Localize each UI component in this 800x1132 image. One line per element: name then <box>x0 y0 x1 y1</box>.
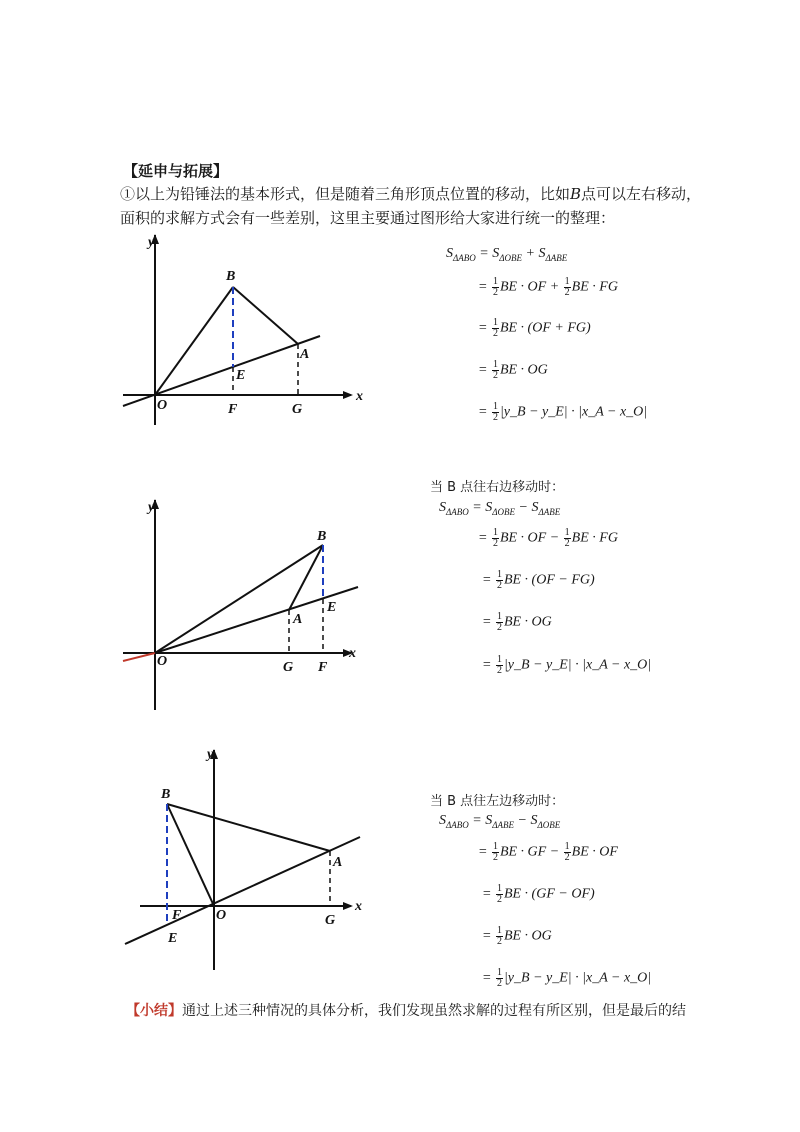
fig1-label-g: G <box>292 402 303 417</box>
fig2-line-oa <box>155 587 358 653</box>
fig1-label-f: F <box>228 402 238 417</box>
case3-line-3: = $\frac{1}{2}$ BE · (GF − OF) <box>482 883 595 905</box>
fig1-label-b: B <box>226 269 236 284</box>
case2-note: 当 B 点往右边移动时： <box>430 480 565 495</box>
case1-line-4: = $\frac{1}{2}$ BE · OG <box>478 359 548 381</box>
fig2-label-y: y <box>148 500 155 515</box>
fig3-label-b: B <box>161 787 171 802</box>
fig2-label-x: x <box>349 646 356 661</box>
case2-line-4: = $\frac{1}{2}$ BE · OG <box>482 611 552 633</box>
section-heading: 【延申与拓展】 <box>123 162 229 180</box>
fig1-label-x: x <box>356 389 363 404</box>
fig1-label-y: y <box>148 235 155 250</box>
case3-line-1: $S_{\Delta ABO} = S_{\Delta ABE} - S_{\Delta OBE}$ <box>439 813 561 830</box>
fig3-label-f: F <box>172 908 182 923</box>
fig2-label-b: B <box>317 529 327 544</box>
case3-line-5: = $\frac{1}{2}$ |y_B − y_E| · |x_A − x_O| <box>482 967 652 989</box>
fig1-x-arrow <box>343 391 353 399</box>
fig3-label-g: G <box>325 913 336 928</box>
intro-text-a: ①以上为铅锤法的基本形式，但是随着三角形顶点位置的移动，比如 <box>120 185 571 203</box>
intro-line-2: 面积的求解方式会有一些差别，这里主要通过图形给大家进行统一的整理： <box>120 209 616 227</box>
case2-line-2: = $\frac{1}{2}$ BE · OF − $\frac{1}{2}$ BE · FG <box>478 527 618 549</box>
fig1-segment-ob <box>155 287 233 395</box>
case1-line-5: = $\frac{1}{2}$ |y_B − y_E| · |x_A − x_O| <box>478 401 648 423</box>
case3-line-2: = $\frac{1}{2}$ BE · GF − $\frac{1}{2}$ BE · OF <box>478 841 618 863</box>
fig3-segment-ba <box>167 804 330 851</box>
fig1-segment-ba <box>233 287 298 344</box>
figure-1 <box>115 230 375 425</box>
figure-2 <box>115 495 375 715</box>
fig3-segment-ob <box>167 804 214 906</box>
fig2-label-a: A <box>293 612 303 627</box>
fig1-label-o: O <box>157 398 168 413</box>
fig2-line-ext <box>123 653 155 661</box>
case1-line-1: $S_{\Delta ABO} = S_{\Delta OBE} + S_{\Delta ABE}$ <box>446 246 568 263</box>
case2-line-5: = $\frac{1}{2}$ |y_B − y_E| · |x_A − x_O| <box>482 654 652 676</box>
fig2-label-g: G <box>283 660 294 675</box>
intro-text-b: 点可以左右移动， <box>581 185 702 203</box>
fig3-label-x: x <box>355 899 362 914</box>
intro-var-b: B <box>570 185 582 203</box>
fig1-label-e: E <box>236 368 246 383</box>
fig3-x-arrow <box>343 902 353 910</box>
fig3-label-a: A <box>333 855 343 870</box>
fig3-label-e: E <box>168 931 178 946</box>
fig1-label-a: A <box>300 347 310 362</box>
intro-line-1 <box>120 183 701 204</box>
case3-note: 当 B 点往左边移动时： <box>430 794 565 809</box>
summary-tag: 【小结】 <box>126 1003 182 1019</box>
figure-3 <box>115 742 375 972</box>
fig3-label-y: y <box>207 747 214 762</box>
case1-line-2: = $\frac{1}{2}$ BE · OF + $\frac{1}{2}$ BE · FG <box>478 276 618 298</box>
fig2-label-e: E <box>327 600 337 615</box>
fig2-segment-ob <box>155 545 323 653</box>
case2-line-3: = $\frac{1}{2}$ BE · (OF − FG) <box>482 569 595 591</box>
fig2-label-o: O <box>157 654 168 669</box>
case3-line-4: = $\frac{1}{2}$ BE · OG <box>482 925 552 947</box>
case1-line-3: = $\frac{1}{2}$ BE · (OF + FG) <box>478 317 591 339</box>
case2-line-1: $S_{\Delta ABO} = S_{\Delta OBE} - S_{\Delta ABE}$ <box>439 500 561 517</box>
summary-text: 通过上述三种情况的具体分析，我们发现虽然求解的过程有所区别，但是最后的结 <box>182 1003 686 1019</box>
fig3-label-o: O <box>216 908 227 923</box>
summary-line <box>126 1000 686 1020</box>
fig2-label-f: F <box>318 660 328 675</box>
